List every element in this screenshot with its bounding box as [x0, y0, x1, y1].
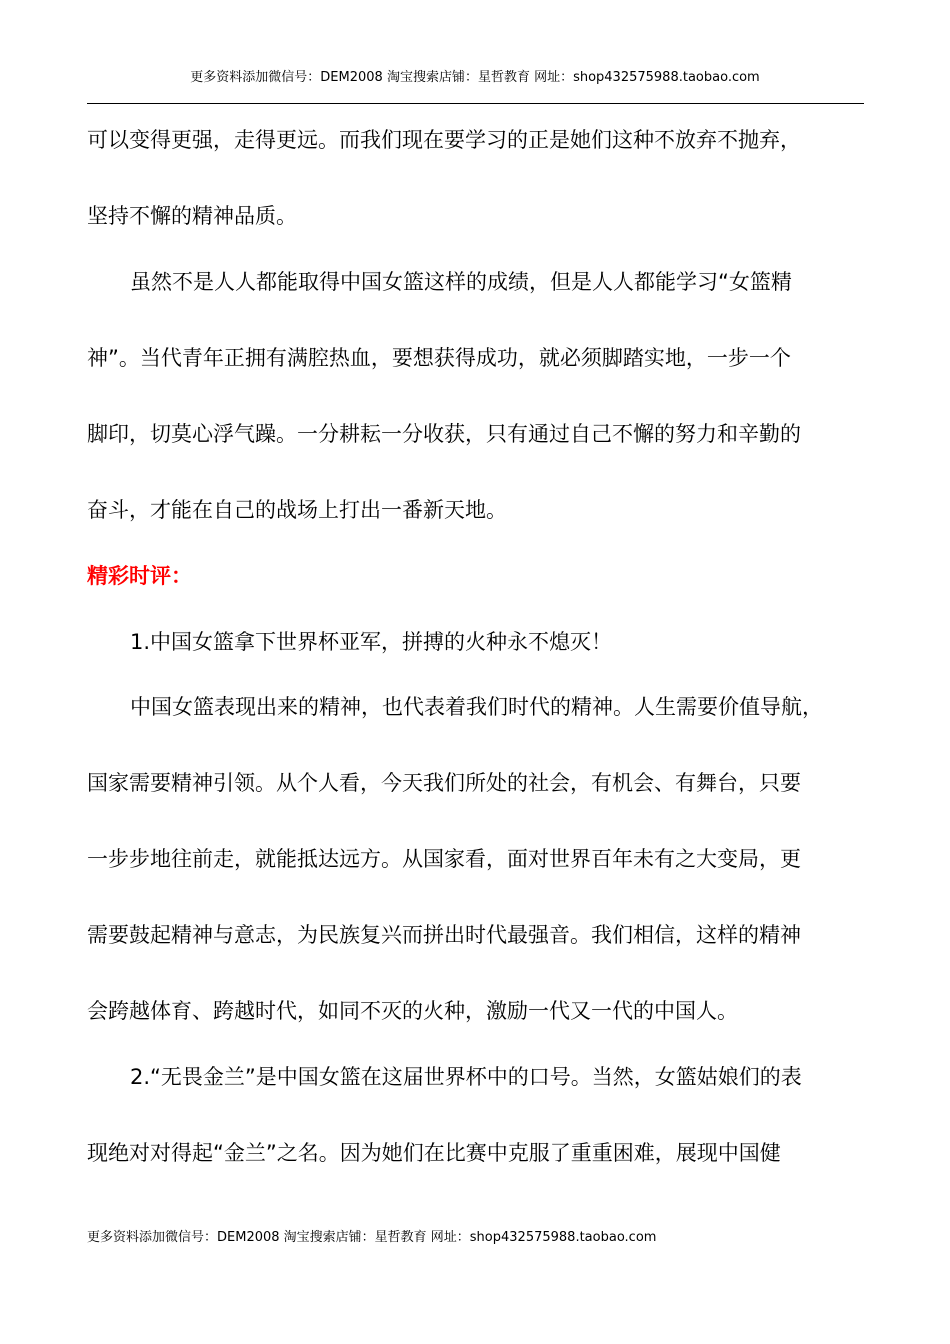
page-footer: 更多资料添加微信号：DEM2008 淘宝搜索店铺：星哲教育 网址：shop432575988.taobao.com [87, 1230, 657, 1245]
body-line: 神”。当代青年正拥有满腔热血，要想获得成功，就必须脚踏实地，一步一个 [87, 346, 791, 370]
body-line: 脚印，切莫心浮气躁。一分耕耘一分收获，只有通过自己不懈的努力和辛勤的 [87, 422, 801, 446]
body-line: 会跨越体育、跨越时代，如同不灭的火种，激励一代又一代的中国人。 [87, 999, 738, 1023]
body-line: 现绝对对得起“金兰”之名。因为她们在比赛中克服了重重困难，展现中国健 [87, 1141, 781, 1165]
section-heading: 精彩时评： [87, 564, 192, 588]
page-header: 更多资料添加微信号：DEM2008 淘宝搜索店铺：星哲教育 网址：shop432575988.taobao.com [190, 70, 760, 85]
paragraph-start-line: 虽然不是人人都能取得中国女篮这样的成绩，但是人人都能学习“女篮精 [130, 270, 792, 294]
paragraph-start-line: 中国女篮表现出来的精神，也代表着我们时代的精神。人生需要价值导航， [130, 695, 823, 719]
numbered-item-start: 2.“无畏金兰”是中国女篮在这届世界杯中的口号。当然，女篮姑娘们的表 [130, 1065, 802, 1089]
header-divider [87, 103, 864, 104]
body-line: 坚持不懈的精神品质。 [87, 204, 297, 228]
body-line: 国家需要精神引领。从个人看，今天我们所处的社会，有机会、有舞台，只要 [87, 771, 801, 795]
body-line: 需要鼓起精神与意志，为民族复兴而拼出时代最强音。我们相信，这样的精神 [87, 923, 801, 947]
body-line: 可以变得更强，走得更远。而我们现在要学习的正是她们这种不放弃不抛弃， [87, 128, 801, 152]
body-line: 奋斗，才能在自己的战场上打出一番新天地。 [87, 498, 507, 522]
body-line: 一步步地往前走，就能抵达远方。从国家看，面对世界百年未有之大变局，更 [87, 847, 801, 871]
numbered-item-title: 1.中国女篮拿下世界杯亚军，拼搏的火种永不熄灭！ [130, 630, 613, 654]
